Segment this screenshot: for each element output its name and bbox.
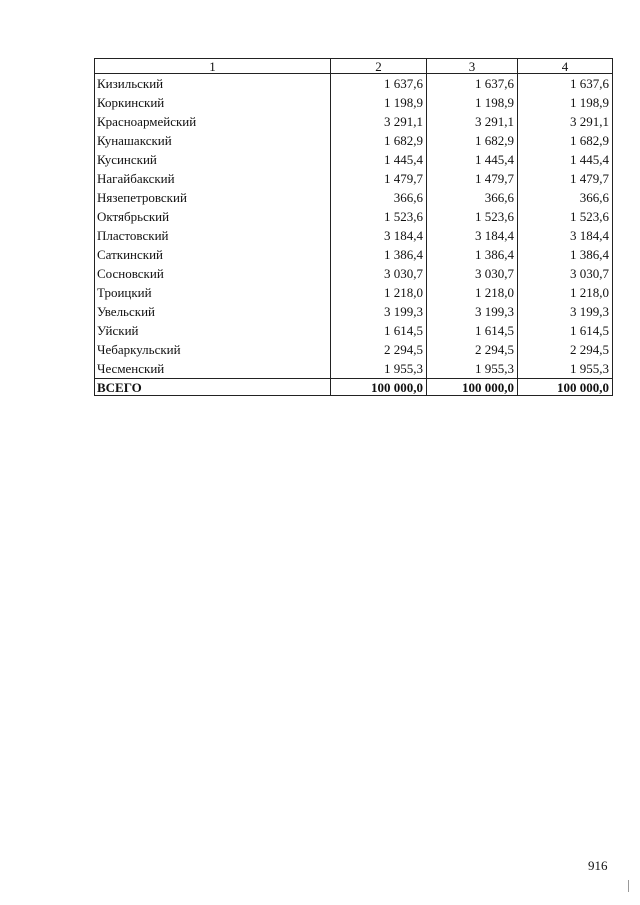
total-value-3: 100 000,0 bbox=[427, 379, 518, 396]
value-col-2: 3 199,3 bbox=[331, 302, 427, 321]
value-col-4: 1 479,7 bbox=[518, 169, 613, 188]
value-col-3: 1 523,6 bbox=[427, 207, 518, 226]
page-number: 916 bbox=[588, 858, 608, 873]
value-col-4: 1 614,5 bbox=[518, 321, 613, 340]
district-name: Сосновский bbox=[95, 264, 331, 283]
value-col-3: 1 637,6 bbox=[427, 74, 518, 94]
table-header-row bbox=[95, 59, 613, 74]
table-row bbox=[95, 112, 613, 131]
table-row bbox=[95, 93, 613, 112]
value-col-4: 2 294,5 bbox=[518, 340, 613, 359]
district-name: Саткинский bbox=[95, 245, 331, 264]
value-col-4: 1 218,0 bbox=[518, 283, 613, 302]
district-name: Красноармейский bbox=[95, 112, 331, 131]
table-row bbox=[95, 188, 613, 207]
table-row bbox=[95, 264, 613, 283]
value-col-3: 3 184,4 bbox=[427, 226, 518, 245]
value-col-2: 3 291,1 bbox=[331, 112, 427, 131]
district-name: Пластовский bbox=[95, 226, 331, 245]
value-col-4: 1 682,9 bbox=[518, 131, 613, 150]
table-row bbox=[95, 340, 613, 359]
value-col-2: 1 198,9 bbox=[331, 93, 427, 112]
total-value-4: 100 000,0 bbox=[518, 379, 613, 396]
table-row bbox=[95, 150, 613, 169]
value-col-3: 1 682,9 bbox=[427, 131, 518, 150]
scan-edge-mark bbox=[628, 880, 629, 892]
value-col-4: 3 184,4 bbox=[518, 226, 613, 245]
table-row bbox=[95, 245, 613, 264]
column-header-2: 2 bbox=[331, 59, 427, 74]
table-row bbox=[95, 207, 613, 226]
value-col-3: 1 445,4 bbox=[427, 150, 518, 169]
value-col-2: 1 218,0 bbox=[331, 283, 427, 302]
table-row bbox=[95, 74, 613, 94]
value-col-2: 1 955,3 bbox=[331, 359, 427, 379]
district-name: Кунашакский bbox=[95, 131, 331, 150]
value-col-2: 1 637,6 bbox=[331, 74, 427, 94]
value-col-2: 2 294,5 bbox=[331, 340, 427, 359]
value-col-4: 1 386,4 bbox=[518, 245, 613, 264]
table-row bbox=[95, 302, 613, 321]
district-name: Чебаркульский bbox=[95, 340, 331, 359]
value-col-2: 1 682,9 bbox=[331, 131, 427, 150]
budget-table bbox=[94, 58, 613, 396]
value-col-4: 1 523,6 bbox=[518, 207, 613, 226]
total-label: ВСЕГО bbox=[95, 379, 331, 396]
column-header-4: 4 bbox=[518, 59, 613, 74]
value-col-3: 1 218,0 bbox=[427, 283, 518, 302]
value-col-2: 1 479,7 bbox=[331, 169, 427, 188]
value-col-3: 366,6 bbox=[427, 188, 518, 207]
value-col-4: 1 198,9 bbox=[518, 93, 613, 112]
value-col-2: 366,6 bbox=[331, 188, 427, 207]
table-row bbox=[95, 359, 613, 379]
district-name: Троицкий bbox=[95, 283, 331, 302]
value-col-3: 2 294,5 bbox=[427, 340, 518, 359]
table-row bbox=[95, 131, 613, 150]
value-col-2: 1 523,6 bbox=[331, 207, 427, 226]
value-col-4: 1 637,6 bbox=[518, 74, 613, 94]
table-row bbox=[95, 169, 613, 188]
district-name: Нагайбакский bbox=[95, 169, 331, 188]
district-name: Октябрьский bbox=[95, 207, 331, 226]
district-name: Кусинский bbox=[95, 150, 331, 169]
district-name: Чесменский bbox=[95, 359, 331, 379]
value-col-3: 1 386,4 bbox=[427, 245, 518, 264]
value-col-4: 3 291,1 bbox=[518, 112, 613, 131]
value-col-2: 3 030,7 bbox=[331, 264, 427, 283]
value-col-2: 1 614,5 bbox=[331, 321, 427, 340]
value-col-3: 3 199,3 bbox=[427, 302, 518, 321]
value-col-2: 1 445,4 bbox=[331, 150, 427, 169]
value-col-3: 3 030,7 bbox=[427, 264, 518, 283]
value-col-3: 3 291,1 bbox=[427, 112, 518, 131]
column-header-3: 3 bbox=[427, 59, 518, 74]
district-name: Кизильский bbox=[95, 74, 331, 94]
value-col-4: 366,6 bbox=[518, 188, 613, 207]
district-name: Коркинский bbox=[95, 93, 331, 112]
total-value-2: 100 000,0 bbox=[331, 379, 427, 396]
value-col-2: 3 184,4 bbox=[331, 226, 427, 245]
total-row bbox=[95, 379, 613, 396]
value-col-4: 1 445,4 bbox=[518, 150, 613, 169]
value-col-3: 1 955,3 bbox=[427, 359, 518, 379]
value-col-3: 1 198,9 bbox=[427, 93, 518, 112]
table-row bbox=[95, 321, 613, 340]
value-col-4: 1 955,3 bbox=[518, 359, 613, 379]
value-col-2: 1 386,4 bbox=[331, 245, 427, 264]
table-row bbox=[95, 226, 613, 245]
table-body bbox=[95, 74, 613, 396]
district-name: Уйский bbox=[95, 321, 331, 340]
table-row bbox=[95, 283, 613, 302]
district-name: Увельский bbox=[95, 302, 331, 321]
value-col-3: 1 614,5 bbox=[427, 321, 518, 340]
column-header-1: 1 bbox=[95, 59, 331, 74]
value-col-3: 1 479,7 bbox=[427, 169, 518, 188]
value-col-4: 3 199,3 bbox=[518, 302, 613, 321]
district-name: Нязепетровский bbox=[95, 188, 331, 207]
value-col-4: 3 030,7 bbox=[518, 264, 613, 283]
